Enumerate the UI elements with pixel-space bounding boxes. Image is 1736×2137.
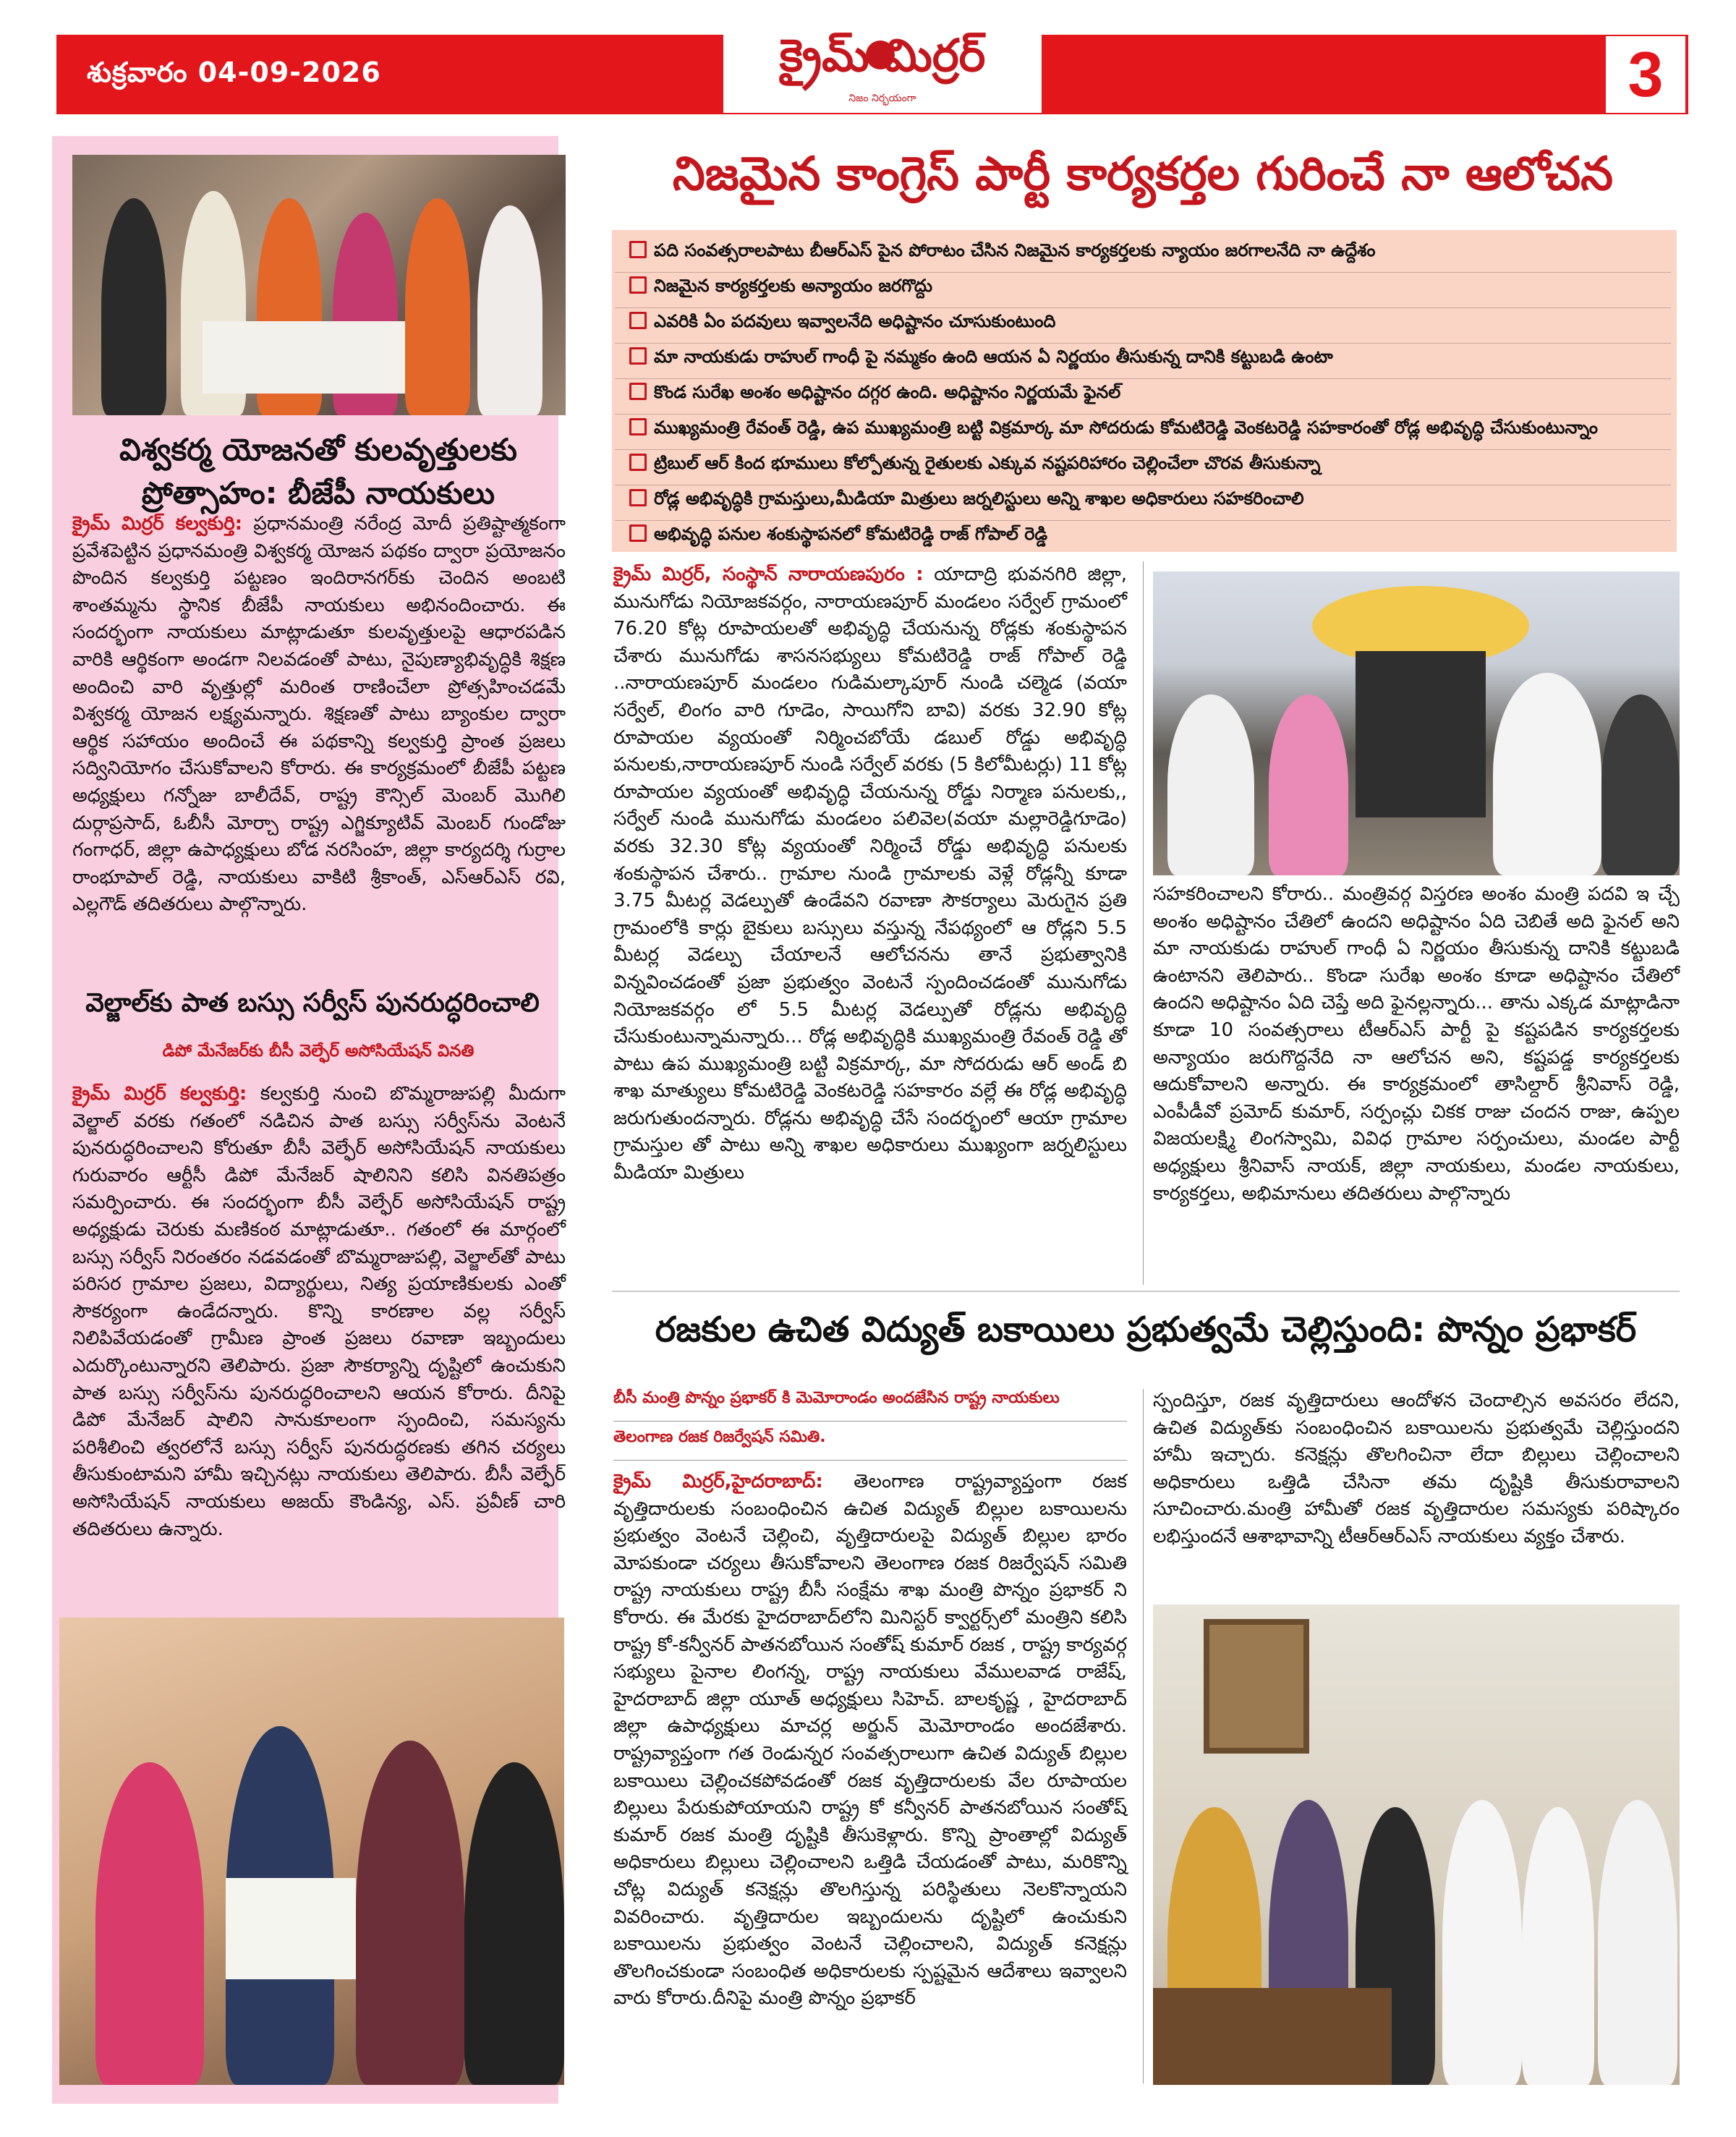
story2-headline: వెల్జాల్‌కు పాత బస్సు సర్వీస్ పునరుద్ధరించాలి <box>85 988 540 1018</box>
story1-dateline: క్రైమ్ మిర్రర్ కల్వకుర్తి: <box>72 513 243 535</box>
bottom-story-body1 <box>613 1469 1127 2013</box>
logo-tagline: నిజం నిర్భయంగా <box>848 93 916 104</box>
highlight-item: పది సంవత్సరాలపాటు బీఆర్ఎస్ పైన పోరాటం చేసిన నిజమైన కార్యకర్తలకు న్యాయం జరగాలనేది నా ఉద్దేశం <box>629 240 1376 265</box>
story1-body <box>72 511 566 919</box>
bullet-icon <box>629 241 647 258</box>
bottom-story-subhead1: బీసీ మంత్రి పొన్నం ప్రభాకర్ కి మెమోరాండం అందజేసిన రాష్ట్ర నాయకులు <box>613 1389 1060 1407</box>
story2-text: కల్వకుర్తి నుంచి బొమ్మరాజుపల్లి మీదుగా వెల్జాల్ వరకు గతంలో నడిచిన పాత బస్సు సర్వీస్‌ను వెంటనే పునరుద్ధరించాలని కోరుతూ బీసీ వెల్ఫేర్ అసోసియేషన్ నాయకులు గురువారం ఆర్టీసీ డిపో మేనేజర్ షాలినిని కలిసి వినతిపత్రం సమర్పించారు. ఈ సందర్భంగా బీసీ వెల్ఫేర్ అసోసియేషన్ రాష్ట్ర అధ్యక్షుడు చెరుకు మణికంఠ మాట్లాడుతూ.. గతంలో ఈ మార్గంలో బస్సు సర్వీస్ నిరంతరం నడవడంతో బొమ్మరాజుపల్లి, వెల్జాల్‌తో పాటు పరిసర గ్రామాల ప్రజలు, విద్యార్థులు, నిత్య ప్రయాణికులకు ఎంతో సౌకర్యంగా ఉండేదన్నారు. కొన్ని కారణాల వల్ల సర్వీస్ నిలిపివేయడంతో గ్రామీణ ప్రాంత ప్రజలు రవాణా ఇబ్బందులు ఎదుర్కొంటున్నారని తెలిపారు. ప్రజా సౌకర్యాన్ని దృష్టిలో ఉంచుకుని పాత బస్సు సర్వీస్‌ను పునరుద్ధరించాలని ఆయన కోరారు. దీనిపై డిపో మేనేజర్ షాలిని సానుకూలంగా స్పందించి, సమస్యను పరిశీలించి త్వరలోనే బస్సు సర్వీస్ పునరుద్ధరణకు తగిన చర్యలు తీసుకుంటామని హామీ ఇచ్చినట్లు నాయకులు తెలిపారు. బీసీ వెల్ఫేర్ అసోసియేషన్ నాయకులు అజయ్ కౌండిన్య, ఎస్. ప్రవీణ్ చారి తదితరులు ఉన్నారు. <box>72 1083 566 1540</box>
bullet-icon <box>629 347 647 365</box>
bullet-icon <box>629 312 647 329</box>
story1-headline: విశ్వకర్మ యోజనతో కులవృత్తులకు ప్రోత్సాహం: బీజేపీ నాయకులు <box>119 432 517 511</box>
bullet-icon <box>629 454 647 471</box>
minister-meeting-photo <box>1153 1605 1680 2085</box>
highlight-item: నిజమైన కార్యకర్తలకు అన్యాయం జరగొద్దు <box>629 276 932 300</box>
story2-dateline: క్రైమ్ మిర్రర్ కల్వకుర్తి: <box>72 1083 247 1105</box>
bottom-story-text1: తెలంగాణ రాష్ట్రవ్యాప్తంగా రజక వృత్తిదారులకు సంబంధించిన ఉచిత విద్యుత్ బిల్లుల బకాయిలను ప్రభుత్వం వెంటనే చెల్లించి, వృత్తిదారులపై విద్యుత్ బిల్లుల భారం మోపకుండా చర్యలు తీసుకోవాలని తెలంగాణ రజక రిజర్వేషన్ సమితి రాష్ట్ర నాయకులు రాష్ట్ర బీసీ సంక్షేమ శాఖ మంత్రి పొన్నం ప్రభాకర్ ని కోరారు. ఈ మేరకు హైదరాబాద్‌లోని మినిస్టర్ క్వార్టర్స్‌లో మంత్రిని కలిసి రాష్ట్ర కో-కన్వీనర్ పాతనబోయిన సంతోష్ కుమార్ రజక , రాష్ట్ర కార్యవర్గ సభ్యులు పైనాల లింగన్న, రాష్ట్ర నాయకులు వేములవాడ రాజేష్, హైదరాబాద్ జిల్లా యూత్ అధ్యక్షులు సిహెచ్. బాలకృష్ణ , హైదరాబాద్ జిల్లా ఉపాధ్యక్షులు మాచర్ల అర్జున్ మెమోరాండం అందజేశారు. రాష్ట్రవ్యాప్తంగా గత రెండున్నర సంవత్సరాలుగా ఉచిత విద్యుత్ బిల్లుల బకాయిలు చెల్లించకపోవడంతో రజక వృత్తిదారులకు వేల రూపాయల బిల్లులు పేరుకుపోయాయని రాష్ట్ర కో కన్వీనర్ పాతనబోయిన సంతోష్ కుమార్ రజక మంత్రి దృష్టికి తీసుకెళ్లారు. కొన్ని ప్రాంతాల్లో విద్యుత్ అధికారులు బిల్లులు చెల్లించాలని ఒత్తిడి చేయడంతో పాటు, మరికొన్ని చోట్ల విద్యుత్ కనెక్షన్లు తొలగిస్తున్న పరిస్థితులు నెలకొన్నాయని వివరించారు. వృత్తిదారుల ఇబ్బందులను దృష్టిలో ఉంచుకుని బకాయిలను ప్రభుత్వం వెంటనే చెల్లించాలని, విద్యుత్ కనెక్షన్లు తొలగించకుండా సంబంధిత అధికారులకు స్పష్టమైన ఆదేశాలు ఇవ్వాలని వారు కోరారు.దీనిపై మంత్రి పొన్నం ప్రభాకర్ <box>613 1471 1127 2010</box>
bullet-icon <box>629 383 647 400</box>
main-story-body2: సహకరించాలని కోరారు.. మంత్రివర్గ విస్తరణ అంశం మంత్రి పదవి ఇ చ్చే అంశం అధిష్టానం చేతిలో ఉందని అధిష్టానం ఏది చెబితే అది ఫైనల్ అని మా నాయకుడు రాహుల్ గాంధీ ఏ నిర్ణయం తీసుకున్న దానికి కట్టుబడి ఉంటానని తెలిపారు.. కొండా సురేఖ అంశం కూడా అధిష్టానం చేతిలో ఉందని అధిష్టానం ఏది చెప్తే అది ఫైనల్లన్నారు... తాను ఎక్కడ మాట్లాడినా కూడా 10 సంవత్సరాలు టీఆర్ఎస్ పార్టీ పై కష్టపడిన కార్యకర్తలకు అన్యాయం జరుగొద్దనేది నా ఆలోచన అని, కష్టపడ్డ కార్యకర్తలకు ఆదుకోవాలని అన్నారు. ఈ కార్యక్రమంలో తాసిల్దార్ శ్రీనివాస్ రెడ్డి, ఎంపీడీవో ప్రమోద్ కుమార్, సర్పంచ్లు చికక రాజు చందన రాజు, ఉప్పల విజయలక్ష్మి లింగస్వామి, వివిధ గ్రామాల సర్పంచులు, మండల పార్టీ అధ్యక్షులు శ్రీనివాస్ నాయక్, జిల్లా నాయకులు, మండల నాయకులు, కార్యకర్తలు, అభిమానులు తదితరులు పాల్గొన్నారు <box>1153 883 1680 1205</box>
bjp-leaders-photo <box>72 155 566 415</box>
bottom-story-headline: రజకుల ఉచిత విద్యుత్ బకాయిలు ప్రభుత్వమే చెల్లిస్తుంది: పొన్నం ప్రభాకర్ <box>655 1309 1637 1350</box>
highlight-item: ముఖ్యమంత్రి రేవంత్ రెడ్డి, ఉప ముఖ్యమంత్రి బట్టి విక్రమార్క మా సోదరుడు కోమటిరెడ్డి వెంకటరెడ్డి సహకారంతో రోడ్ల అభివృద్ధి చేసుకుంటున్నాం <box>629 417 1598 442</box>
bullet-icon <box>629 276 647 294</box>
bottom-story-subhead2: తెలంగాణ రజక రిజర్వేషన్ సమితి. <box>613 1428 826 1446</box>
story1-text: ప్రధానమంత్రి నరేంద్ర మోదీ ప్రతిష్టాత్మకంగా ప్రవేశపెట్టిన ప్రధానమంత్రి విశ్వకర్మ యోజన పథకం ద్వారా ప్రయోజనం పొందిన కల్వకుర్తి పట్టణం ఇందిరానగర్‌కు చెందిన అంబటి శాంతమ్మను స్థానిక బీజేపీ నాయకులు అభినందించారు. ఈ సందర్భంగా నాయకులు మాట్లాడుతూ కులవృత్తులపై ఆధారపడిన వారికి ఆర్థికంగా అండగా నిలవడంతో పాటు, నైపుణ్యాభివృద్ధికి శిక్షణ అందించి వారి వృత్తుల్లో మరింత రాణించేలా ప్రోత్సహించడమే విశ్వకర్మ యోజన లక్ష్యమన్నారు. శిక్షణతో పాటు బ్యాంకుల ద్వారా ఆర్థిక సహాయం అందించే ఈ పథకాన్ని కల్వకుర్తి ప్రాంత ప్రజలు సద్వినియోగం చేసుకోవాలని కోరారు. ఈ కార్యక్రమంలో బీజేపీ పట్టణ అధ్యక్షులు గన్నోజు బాలీదేవ్, రాష్ట్ర కౌన్సిల్ మెంబర్ మొగిలి దుర్గాప్రసాద్, ఓబీసీ మోర్చా రాష్ట్ర ఎగ్జిక్యూటివ్ మెంబర్ గుండోజు గంగాధర్, జిల్లా ఉపాధ్యక్షులు బోడ నరసింహ, జిల్లా కార్యదర్శి గుర్రాల రాంభూపాల్ రెడ్డి, నాయకులు వాకిటి శ్రీకాంత్, ఎస్ఆర్ఎస్ రవి, ఎల్లగౌడ్ తదితరులు పాల్గొన్నారు. <box>72 513 566 916</box>
memorandum-photo <box>59 1618 564 2085</box>
highlight-item: కొండ సురేఖ అంశం అధిష్టానం దగ్గర ఉంది. అధిష్టానం నిర్ణయమే ఫైనల్ <box>629 382 1120 407</box>
main-headline: నిజమైన కాంగ్రెస్ పార్టీ కార్యకర్తల గురించే నా ఆలోచన <box>672 148 1614 201</box>
bottom-story-dateline: క్రైమ్ మిర్రర్,హైదరాబాద్: <box>613 1471 823 1492</box>
page-number: 3 <box>1606 36 1685 113</box>
story2-body <box>72 1081 566 1543</box>
bullet-icon <box>629 418 647 436</box>
main-story-dateline: క్రైమ్ మిర్రర్, సంస్థాన్ నారాయణపురం : <box>613 564 924 585</box>
bottom-story-body2: స్పందిస్తూ, రజక వృత్తిదారులు ఆందోళన చెందాల్సిన అవసరం లేదని, ఉచిత విద్యుత్‌కు సంబంధించిన బకాయిలను ప్రభుత్వమే చెల్లిస్తుందని హామీ ఇచ్చారు. కనెక్షన్లు తొలగించినా లేదా బిల్లులు చెల్లించాలని అధికారులు ఒత్తిడి చేసినా తమ దృష్టికి తీసుకురావాలని సూచించారు.మంత్రి హామీతో రజక వృత్తిదారుల సమస్యకు పరిష్కారం లభిస్తుందనే ఆశాభావాన్ని టీఆర్ఆర్ఎస్ నాయకులు వ్యక్తం చేశారు. <box>1153 1390 1680 1547</box>
bullet-icon <box>629 524 647 542</box>
story2-subhead: డిపో మేనేజర్‌కు బీసీ వెల్ఫేర్ అసోసియేషన్ వినతి <box>162 1042 475 1061</box>
highlight-item: అభివృద్ధి పనుల శంకుస్థాపనలో కోమటిరెడ్డి రాజ్ గోపాల్ రెడ్డి <box>629 524 1047 548</box>
bullet-icon <box>629 489 647 506</box>
main-story-text1: యాదాద్రి భువనగిరి జిల్లా, మునుగోడు నియోజకవర్గం, నారాయణపూర్ మండలం సర్వేల్ గ్రామంలో 76.20 కోట్ల రూపాయలతో అభివృద్ధి చేయనున్న రోడ్లకు శంకుస్థాపన చేశారు మునుగోడు శాసనసభ్యులు కోమటిరెడ్డి రాజ్ గోపాల్ రెడ్డి ..నారాయణపూర్ మండలం గుడిమల్కాపూర్ నుండి చల్మెడ (వయా సర్వేల్, లింగం వారి గూడెం, సాయిగోని బావి) వరకు 32.90 కోట్ల రూపాయల వ్యయంతో నిర్మించబోయే డబుల్ రోడ్డు అభివృద్ధి పనులకు,నారాయణపూర్ నుండి సర్వేల్ వరకు (5 కిలోమీటర్లు) 11 కోట్ల రూపాయల వ్యయంతో అభివృద్ధి చేయనున్న రోడ్డు నిర్మాణ పనులకు,, సర్వేల్ నుండి మునుగోడు మండలం పలివెల(వయా మల్లారెడ్డిగూడెం) వరకు 32.30 కోట్ల వ్యయంతో నిర్మించే రోడ్డు అభివృద్ధి పనులకు శంకుస్థాపన చేశారు.. గ్రామాల నుండి గ్రామాలకు వెళ్లే రోడ్లన్నీ కూడా 3.75 మీటర్ల వెడల్పుతో ఉండేవని రవాణా సౌకర్యాలు మెరుగైన ప్రతి గ్రామంలోకి కార్లు బైకులు బస్సులు వస్తున్న నేపథ్యంలో ఆ రోడ్లని 5.5 మీటర్ల వెడల్పు చేయాలనే ఆలోచనను తానే ప్రభుత్వానికి విన్నవించడంతో ప్రజా ప్రభుత్వం వెంటనే స్పందించడంతో మునుగోడు నియోజకవర్గం లో 5.5 మీటర్ల వెడల్పుతో రోడ్లను అభివృద్ధి చేసుకుంటున్నామన్నారు... రోడ్ల అభివృద్ధికి ముఖ్యమంత్రి రేవంత్ రెడ్డి తో పాటు ఉప ముఖ్యమంత్రి బట్టి విక్రమార్క, మా సోదరుడు ఆర్ అండ్ బి శాఖ మాత్యులు కోమటిరెడ్డి వెంకటరెడ్డి సహకారం వల్లే ఈ రోడ్ల అభివృద్ధి జరుగుతుందన్నారు. రోడ్లను అభివృద్ధి చేసే సందర్భంలో ఆయా గ్రామాల గ్రామస్తుల తో పాటు అన్ని శాఖల అధికారులు ముఖ్యంగా జర్నలిస్టులు మీడియా మిత్రులు <box>613 564 1128 1184</box>
main-story-body1 <box>613 561 1127 1187</box>
highlight-item: ఎవరికి ఏం పదవులు ఇవ్వాలనేది అధిష్టానం చూసుకుంటుంది <box>629 311 1055 336</box>
newspaper-logo: క్రైమ్ మిర్రర్ <box>779 29 986 82</box>
highlight-item: మా నాయకుడు రాహుల్ గాంధీ పై నమ్మకం ఉంది ఆయన ఏ నిర్ణయం తీసుకున్న దానికి కట్టుబడి ఉంటా <box>629 347 1333 371</box>
issue-date: శుక్రవారం 04-09-2026 <box>87 56 381 88</box>
foundation-stone-photo <box>1153 572 1680 875</box>
highlight-item: ట్రిబుల్ ఆర్ కింద భూములు కోల్పోతున్న రైతులకు ఎక్కువ నష్టపరిహారం చెల్లించేలా చొరవ తీసుకున్నా <box>629 453 1320 477</box>
highlight-item: రోడ్ల అభివృద్ధికి గ్రామస్తులు,మీడియా మిత్రులు జర్నలిస్టులు అన్ని శాఖల అధికారులు సహకరించాలి <box>629 488 1304 513</box>
